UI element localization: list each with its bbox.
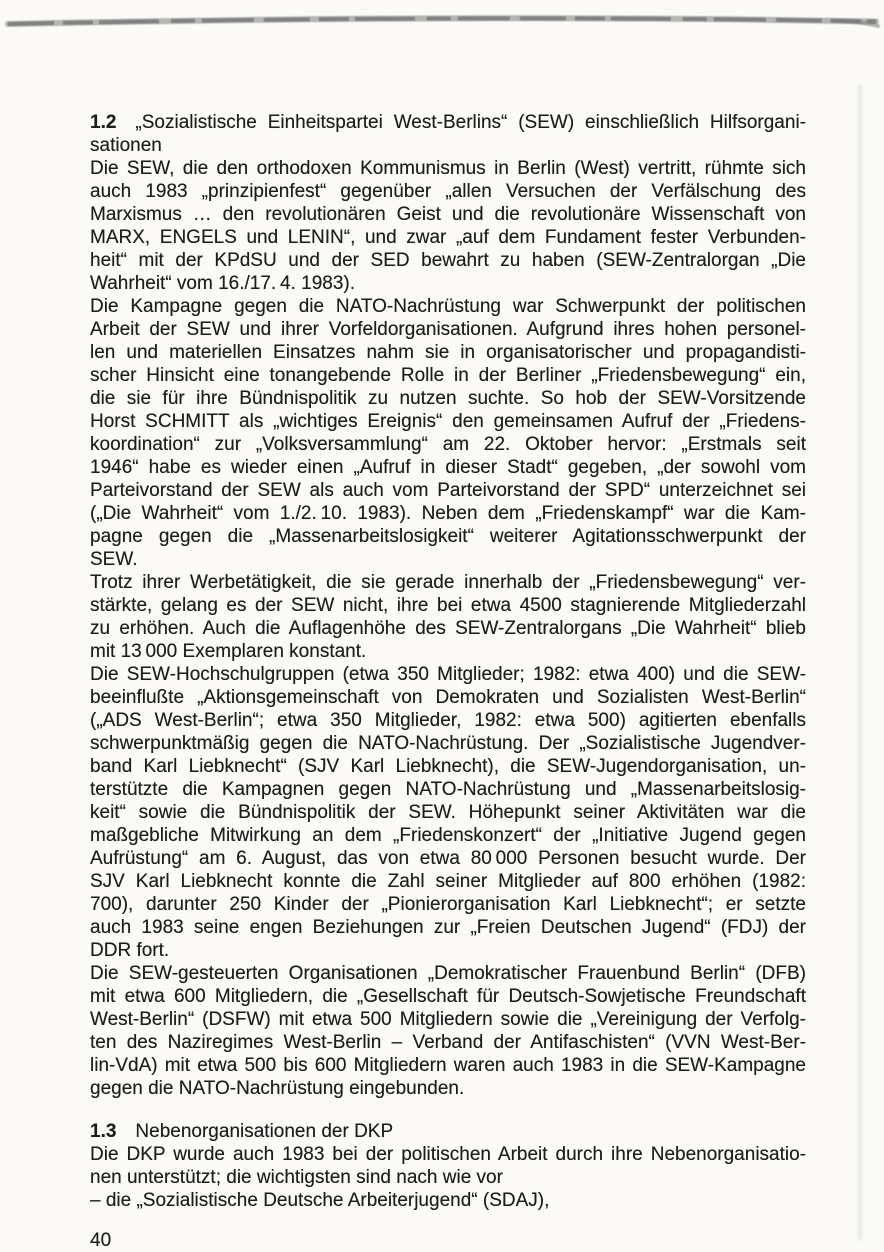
section-heading-1.3 xyxy=(90,1120,806,1143)
text-line: Die Kampagne gegen die NATO-Nachrüstung war Schwerpunkt der politischen xyxy=(90,296,806,317)
text-line: 1.3 Nebenorganisationen der DKP xyxy=(90,1121,394,1142)
paragraph xyxy=(90,962,806,1100)
text-line: Die DKP wurde auch 1983 bei der politischen Arbeit durch ihre Nebenorganisatio- xyxy=(90,1144,806,1165)
text-line: – die „Sozialistische Deutsche Arbeiterjugend“ (SDAJ), xyxy=(90,1190,550,1211)
text-line: nen unterstützt; die wichtigsten sind nach wie vor xyxy=(90,1167,503,1188)
text-line: 700), darunter 250 Kinder der „Pionierorganisation Karl Liebknecht“; er setzte xyxy=(90,894,806,915)
text-line: pagne gegen die „Massenarbeitslosigkeit“ weiterer Agitationsschwerpunkt der xyxy=(90,526,806,547)
text-line: Horst SCHMITT als „wichtiges Ereignis“ den gemeinsamen Aufruf der „Friedens- xyxy=(90,411,806,432)
text-line: beeinflußte „Aktionsgemeinschaft von Demokraten und Sozialisten West-Berlin“ xyxy=(90,687,806,708)
scan-edge-artifact xyxy=(0,0,884,40)
paragraph xyxy=(90,571,806,663)
text-line: Aufrüstung“ am 6. August, das von etwa 80 000 Personen besucht wurde. Der xyxy=(90,848,806,869)
page-text xyxy=(90,111,806,1212)
text-line: keit“ sowie die Bündnispolitik der SEW. Höhepunkt seiner Aktivitäten war die xyxy=(90,802,806,823)
text-line: SEW. xyxy=(90,549,138,570)
text-line: sationen xyxy=(90,135,162,156)
text-line: SJV Karl Liebknecht konnte die Zahl seiner Mitglieder auf 800 erhöhen (1982: xyxy=(90,871,806,892)
section-number: 1.3 xyxy=(90,1121,117,1142)
section-number: 1.2 xyxy=(90,112,117,133)
text-line: 1946“ habe es wieder einen „Aufruf in dieser Stadt“ gegeben, „der sowohl vom xyxy=(90,457,806,478)
paragraph xyxy=(90,157,806,295)
text-line: gegen die NATO-Nachrüstung eingebunden. xyxy=(90,1078,465,1099)
list-item xyxy=(90,1189,806,1212)
page-number: 40 xyxy=(90,1230,112,1251)
text-line: schwerpunktmäßig gegen die NATO-Nachrüstung. Der „Sozialistische Jugendver- xyxy=(90,733,806,754)
text-line: DDR fort. xyxy=(90,940,170,961)
text-line: zu erhöhen. Auch die Auflagenhöhe des SEW-Zentralorgans „Die Wahrheit“ blieb xyxy=(90,618,806,639)
text-line: Arbeit der SEW und ihrer Vorfeldorganisationen. Aufgrund ihres hohen personel- xyxy=(90,319,806,340)
paragraph xyxy=(90,1143,806,1189)
text-line: die sie für ihre Bündnispolitik zu nutzen suchte. So hob der SEW-Vorsitzende xyxy=(90,388,806,409)
text-line: band Karl Liebknecht“ (SJV Karl Liebknecht), die SEW-Jugendorganisation, un- xyxy=(90,756,806,777)
text-line: West-Berlin“ (DSFW) mit etwa 500 Mitgliedern sowie die „Vereinigung der Verfolg- xyxy=(90,1009,806,1030)
text-line: auch 1983 seine engen Beziehungen zur „Freien Deutschen Jugend“ (FDJ) der xyxy=(90,917,806,938)
text-line: Marxismus … den revolutionären Geist und die revolutionäre Wissenschaft von xyxy=(90,204,806,225)
text-line: auch 1983 „prinzipienfest“ gegenüber „allen Versuchen der Verfälschung des xyxy=(90,181,806,202)
text-line: MARX, ENGELS und LENIN“, und zwar „auf dem Fundament fester Verbunden- xyxy=(90,227,806,248)
text-line: Die SEW-Hochschulgruppen (etwa 350 Mitglieder; 1982: etwa 400) und die SEW- xyxy=(90,664,806,685)
text-line: lin-VdA) mit etwa 500 bis 600 Mitgliedern waren auch 1983 in die SEW-Kampagne xyxy=(90,1055,806,1076)
text-line: scher Hinsicht eine tonangebende Rolle in der Berliner „Friedensbewegung“ ein, xyxy=(90,365,806,386)
text-line: Trotz ihrer Werbetätigkeit, die sie gerade innerhalb der „Friedensbewegung“ ver- xyxy=(90,572,806,593)
text-line: („ADS West-Berlin“; etwa 350 Mitglieder, 1982: etwa 500) agitierten ebenfalls xyxy=(90,710,806,731)
text-line: Wahrheit“ vom 16./17. 4. 1983). xyxy=(90,273,356,294)
text-line: mit etwa 600 Mitgliedern, die „Gesellschaft für Deutsch-Sowjetische Freundschaft xyxy=(90,986,806,1007)
paragraph xyxy=(90,663,806,962)
text-line: terstützte die Kampagnen gegen NATO-Nachrüstung und „Massenarbeitslosig- xyxy=(90,779,806,800)
text-line: heit“ mit der KPdSU und der SED bewahrt zu haben (SEW-Zentralorgan „Die xyxy=(90,250,806,271)
section-heading-1.2 xyxy=(90,111,806,157)
paragraph xyxy=(90,295,806,571)
text-line: („Die Wahrheit“ vom 1./2. 10. 1983). Neben dem „Friedenskampf“ war die Kam- xyxy=(90,503,806,524)
text-line: Die SEW, die den orthodoxen Kommunismus in Berlin (West) vertritt, rühmte sich xyxy=(90,158,806,179)
text-line: len und materiellen Einsatzes nahm sie in organisatorischer und propagandisti- xyxy=(90,342,806,363)
text-line: Die SEW-gesteuerten Organisationen „Demokratischer Frauenbund Berlin“ (DFB) xyxy=(90,963,806,984)
section-gap xyxy=(90,1100,806,1120)
text-line: Parteivorstand der SEW als auch vom Parteivorstand der SPD“ unterzeichnet sei xyxy=(90,480,806,501)
text-line: mit 13 000 Exemplaren konstant. xyxy=(90,641,367,662)
text-line: stärkte, gelang es der SEW nicht, ihre bei etwa 4500 stagnierende Mitgliederzahl xyxy=(90,595,806,616)
page-edge-shadow xyxy=(858,85,862,1240)
text-line: ten des Naziregimes West-Berlin – Verband der Antifaschisten“ (VVN West-Ber- xyxy=(90,1032,806,1053)
text-line: koordination“ zur „Volksversammlung“ am 22. Oktober hervor: „Erstmals seit xyxy=(90,434,806,455)
text-line: maßgebliche Mitwirkung an dem „Friedenskonzert“ der „Initiative Jugend gegen xyxy=(90,825,806,846)
text-line: 1.2 „Sozialistische Einheitspartei West-Berlins“ (SEW) einschließlich Hilfsorgani- xyxy=(90,112,806,133)
